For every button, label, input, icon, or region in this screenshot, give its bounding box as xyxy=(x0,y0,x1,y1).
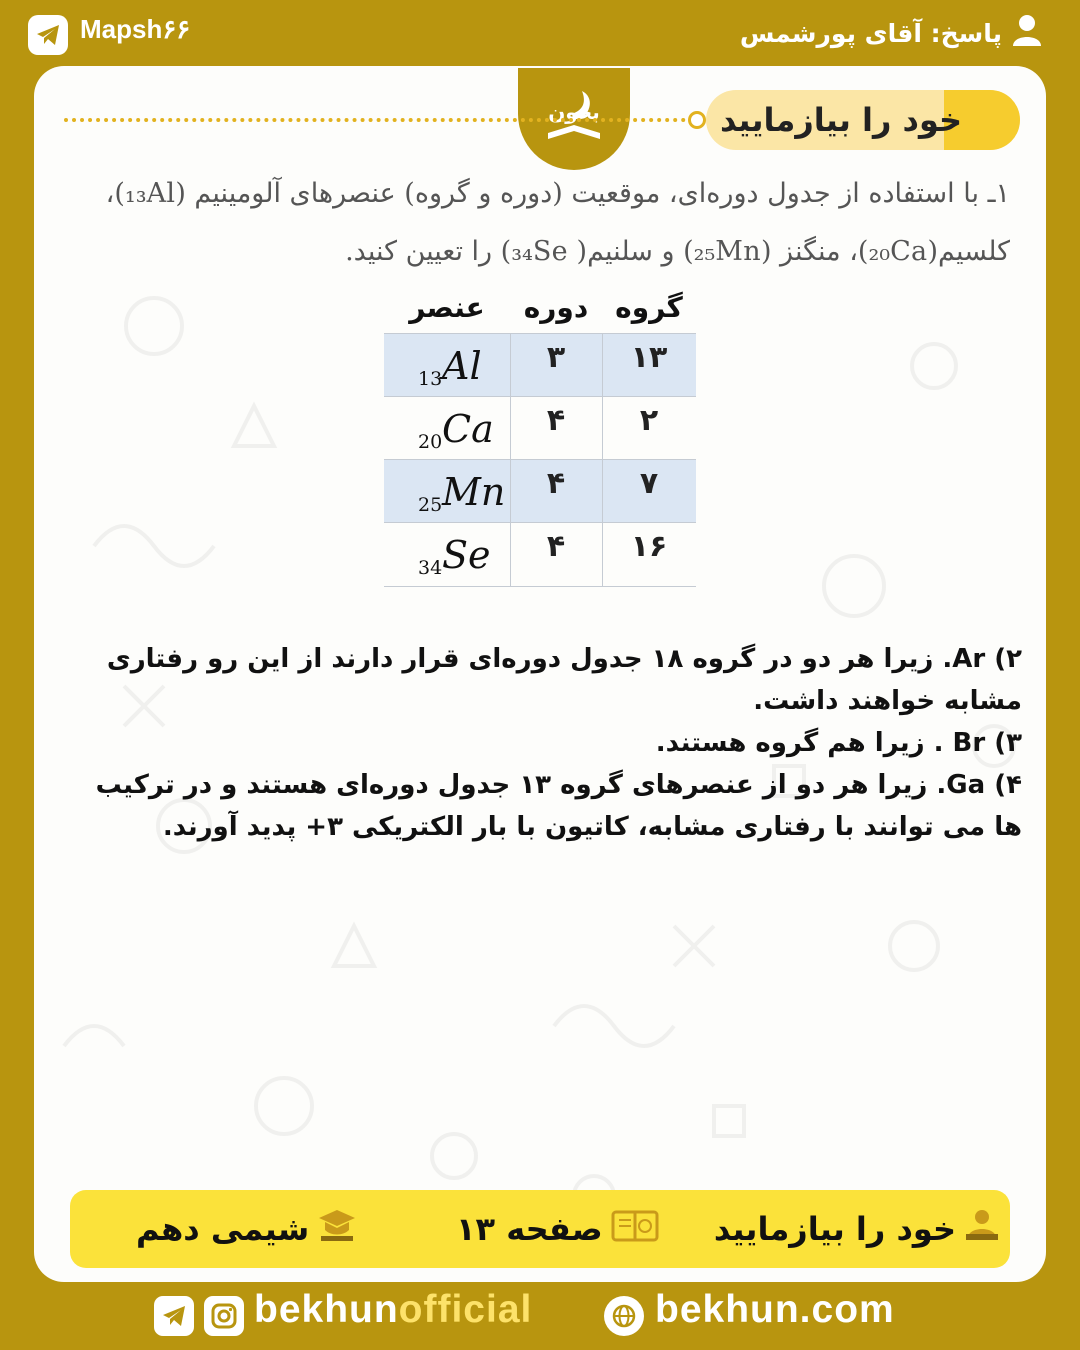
element-symbol: Ca xyxy=(442,407,494,451)
table-row xyxy=(384,459,696,522)
element-symbol: Al xyxy=(442,344,482,388)
info-section xyxy=(714,1190,1000,1268)
answer-by xyxy=(740,14,1042,52)
period-cell: ۴ xyxy=(546,466,566,501)
content-card xyxy=(34,66,1046,1282)
table-divider xyxy=(602,333,603,587)
section-title: خود را بیازمایید xyxy=(719,101,963,139)
answer-by-text: پاسخ: آقای پورشمس xyxy=(739,18,1002,48)
website-part2: .com xyxy=(799,1288,895,1331)
answer-2: ۲) Ar. زیرا هر دو در گروه ۱۸ جدول دوره‌ای قرار دارند از این رو رفتاری مشابه خواهند داشت. xyxy=(106,644,1022,716)
group-cell: ۷ xyxy=(639,466,659,501)
table-row xyxy=(384,396,696,459)
table-row xyxy=(384,522,696,585)
heading-dot xyxy=(688,111,706,129)
atomic-number: 25 xyxy=(418,494,443,516)
social-handle-part2: official xyxy=(398,1288,533,1331)
element-cell xyxy=(384,460,510,522)
table-body xyxy=(384,333,696,587)
period-cell: ۴ xyxy=(546,529,566,564)
teacher-icon xyxy=(964,1208,1000,1250)
element-cell xyxy=(384,397,510,459)
logo-text: بخون xyxy=(548,100,600,124)
atomic-number: 13 xyxy=(418,368,443,390)
website-part1: bekhun xyxy=(655,1288,800,1331)
element-cell xyxy=(384,523,510,585)
atomic-number: 34 xyxy=(418,557,443,579)
telegram-icon[interactable] xyxy=(28,15,68,55)
header-group: گروه xyxy=(615,291,683,324)
answer-4: ۴) Ga. زیرا هر دو از عنصرهای گروه ۱۳ جدول دوره‌ای هستند و در ترکیب ها می توانند با رفتاری مشابه، کاتیون با بار الکتریکی ۳+ پدید آورند. xyxy=(95,770,1022,842)
question-line-2: کلسیم(₂₀Ca)، منگنز (₂₅Mn) و سلنیم( ₃₄Se) را تعیین کنید. xyxy=(345,236,1010,267)
answers-block xyxy=(74,638,1022,848)
channel-handle: Mapsh۶۶ xyxy=(80,14,191,44)
group-cell: ۱۶ xyxy=(630,529,668,564)
group-cell: ۲ xyxy=(639,403,659,438)
group-cell: ۱۳ xyxy=(630,340,668,375)
book-icon xyxy=(611,1208,659,1250)
info-section-text: خود را بیازمایید xyxy=(713,1210,956,1248)
instagram-icon[interactable] xyxy=(204,1296,244,1336)
social-handle-part1: bekhun xyxy=(254,1288,399,1331)
social-handle[interactable] xyxy=(254,1288,532,1332)
period-cell: ۳ xyxy=(546,340,566,375)
period-cell: ۴ xyxy=(546,403,566,438)
element-symbol: Se xyxy=(442,533,491,577)
atomic-number: 20 xyxy=(418,431,443,453)
element-symbol: Mn xyxy=(442,470,506,514)
user-icon xyxy=(1012,14,1042,52)
info-bar xyxy=(70,1190,1010,1268)
info-page-text: صفحه ۱۳ xyxy=(456,1210,603,1248)
telegram-footer-icon[interactable] xyxy=(154,1296,194,1336)
table-header xyxy=(384,291,696,333)
table-row xyxy=(384,333,696,396)
answer-3: ۳) Br . زیرا هم گروه هستند. xyxy=(655,728,1022,758)
info-subject xyxy=(136,1190,357,1268)
table-divider xyxy=(510,333,511,587)
globe-icon[interactable] xyxy=(604,1296,644,1336)
website-link[interactable] xyxy=(655,1288,895,1332)
top-bar xyxy=(0,0,1080,66)
info-subject-text: شیمی دهم xyxy=(136,1210,310,1248)
info-page xyxy=(456,1190,659,1268)
graduation-cap-icon xyxy=(317,1208,357,1250)
header-element: عنصر xyxy=(409,291,485,324)
question-line-1: ۱ـ با استفاده از جدول دوره‌ای، موقعیت (دوره و گروه) عنصرهای آلومینیم (₁₃Al)، xyxy=(105,178,1010,209)
footer xyxy=(0,1282,1080,1350)
element-cell xyxy=(384,334,510,396)
header-period: دوره xyxy=(523,291,589,324)
heading-dotted-line xyxy=(64,118,694,122)
